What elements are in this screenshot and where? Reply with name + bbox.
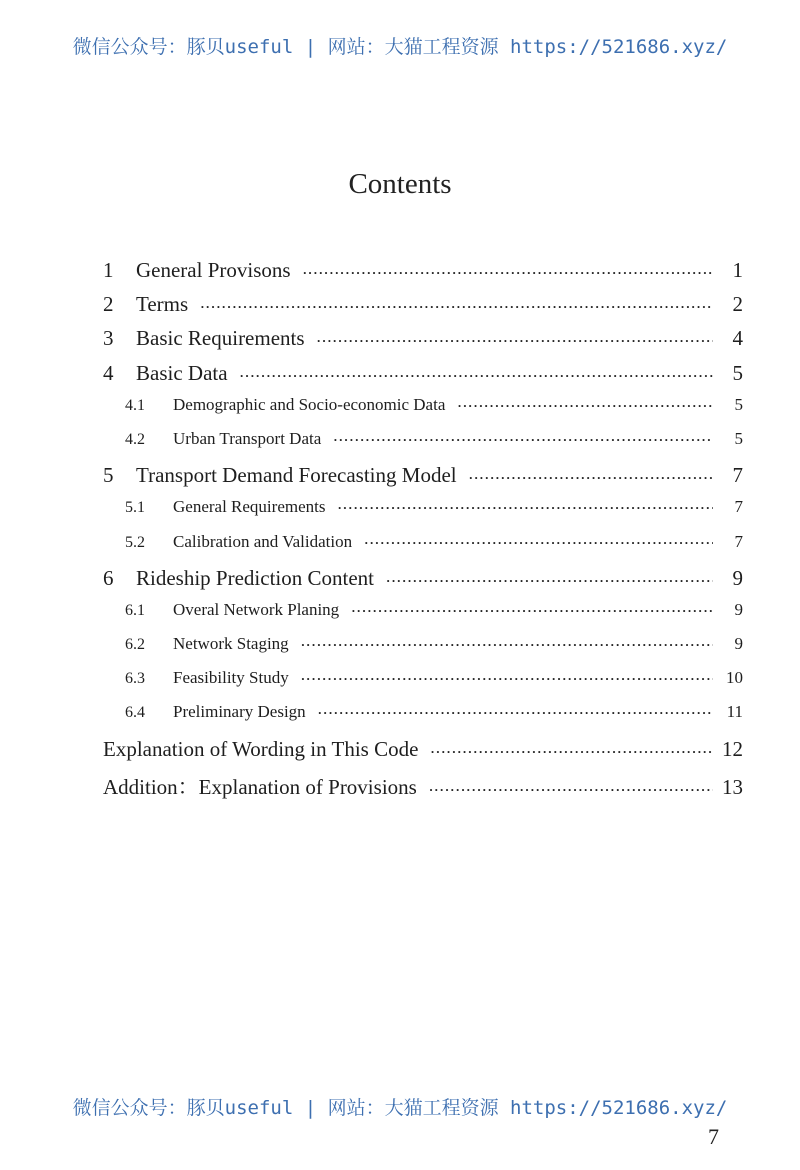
toc-leader	[337, 500, 713, 516]
toc-entry-6-2[interactable]	[103, 634, 743, 668]
toc-entry-explanation-of-provisions[interactable]	[103, 771, 743, 805]
toc-label: Transport Demand Forecasting Model	[136, 463, 457, 488]
toc-label: Preliminary Design	[173, 702, 306, 722]
toc-number: 4.2	[125, 430, 145, 448]
page-title: Contents	[348, 168, 452, 200]
toc-label: General Provisons	[136, 258, 291, 282]
toc-label: General Requirements	[173, 497, 326, 517]
toc-entry-1[interactable]	[103, 258, 743, 292]
page-number: 7	[708, 1124, 719, 1149]
toc-label: Addition：Explanation of Provisions	[103, 774, 417, 799]
toc-page: 1	[732, 258, 743, 282]
toc-leader	[430, 744, 713, 760]
toc-number: 5.1	[125, 499, 145, 517]
toc-label: Basic Requirements	[136, 326, 305, 351]
toc-page: 2	[732, 292, 743, 317]
toc-entry-6-1[interactable]	[103, 600, 743, 634]
toc-label: Demographic and Socio-economic Data	[173, 394, 446, 414]
toc-label: Network Staging	[173, 634, 289, 654]
toc-entry-explanation-of-wording[interactable]	[103, 737, 743, 771]
toc-entry-6-3[interactable]	[103, 668, 743, 702]
toc-leader	[301, 671, 713, 687]
toc-leader	[429, 782, 713, 798]
toc-page: 5	[734, 428, 743, 448]
toc-leader	[351, 603, 713, 619]
watermark-banner-top: 微信公众号：豚贝useful | 网站：大猫工程资源 https://521686.xyz/	[72, 36, 728, 58]
toc-page: 9	[732, 565, 743, 590]
toc-number: 6.4	[125, 704, 145, 722]
table-of-contents	[103, 258, 743, 805]
toc-label: Explanation of Wording in This Code	[103, 736, 419, 761]
toc-leader	[364, 535, 713, 551]
toc-number: 4.1	[125, 396, 145, 414]
toc-label: Terms	[136, 292, 189, 317]
toc-page: 7	[732, 463, 743, 488]
toc-entry-2[interactable]	[103, 292, 743, 326]
toc-page: 13	[722, 774, 743, 799]
toc-entry-3[interactable]	[103, 326, 743, 360]
toc-label: Feasibility Study	[173, 668, 289, 688]
toc-number: 6.3	[125, 670, 145, 688]
toc-number: 5.2	[125, 533, 145, 551]
toc-number: 5	[103, 463, 114, 488]
toc-entry-5-1[interactable]	[103, 497, 743, 531]
toc-page: 10	[726, 668, 743, 688]
toc-page: 7	[734, 497, 743, 517]
toc-leader	[301, 637, 713, 653]
toc-leader	[469, 470, 713, 486]
toc-label: Basic Data	[136, 360, 228, 385]
toc-leader	[240, 368, 713, 384]
toc-number: 6.1	[125, 601, 145, 619]
toc-entry-4-2[interactable]	[103, 429, 743, 463]
toc-entry-6-4[interactable]	[103, 702, 743, 736]
toc-entry-5[interactable]	[103, 463, 743, 497]
toc-number: 3	[103, 326, 114, 351]
toc-leader	[386, 573, 713, 589]
toc-leader	[317, 333, 713, 349]
toc-entry-5-2[interactable]	[103, 532, 743, 566]
toc-entry-4[interactable]	[103, 361, 743, 395]
toc-number: 4	[103, 360, 114, 385]
toc-leader	[303, 265, 713, 281]
toc-page: 5	[734, 394, 743, 414]
toc-leader	[333, 432, 713, 448]
toc-label: Calibration and Validation	[173, 531, 353, 551]
toc-leader	[200, 299, 713, 315]
toc-number: 2	[103, 292, 114, 317]
toc-page: 7	[734, 531, 743, 551]
toc-entry-4-1[interactable]	[103, 395, 743, 429]
toc-label: Urban Transport Data	[173, 428, 322, 448]
toc-page: 9	[734, 634, 743, 654]
toc-entry-6[interactable]	[103, 566, 743, 600]
toc-label: Rideship Prediction Content	[136, 565, 374, 590]
toc-page: 9	[734, 599, 743, 619]
toc-page: 5	[732, 360, 743, 385]
toc-number: 6.2	[125, 636, 145, 654]
toc-leader	[457, 398, 713, 414]
toc-page: 11	[726, 702, 743, 722]
toc-page: 12	[722, 736, 743, 761]
toc-page: 4	[732, 326, 743, 351]
toc-number: 1	[103, 258, 114, 282]
toc-label: Overal Network Planing	[173, 599, 340, 619]
watermark-banner-bottom: 微信公众号：豚贝useful | 网站：大猫工程资源 https://521686.xyz/	[72, 1097, 728, 1119]
toc-leader	[318, 705, 713, 721]
toc-number: 6	[103, 565, 114, 590]
